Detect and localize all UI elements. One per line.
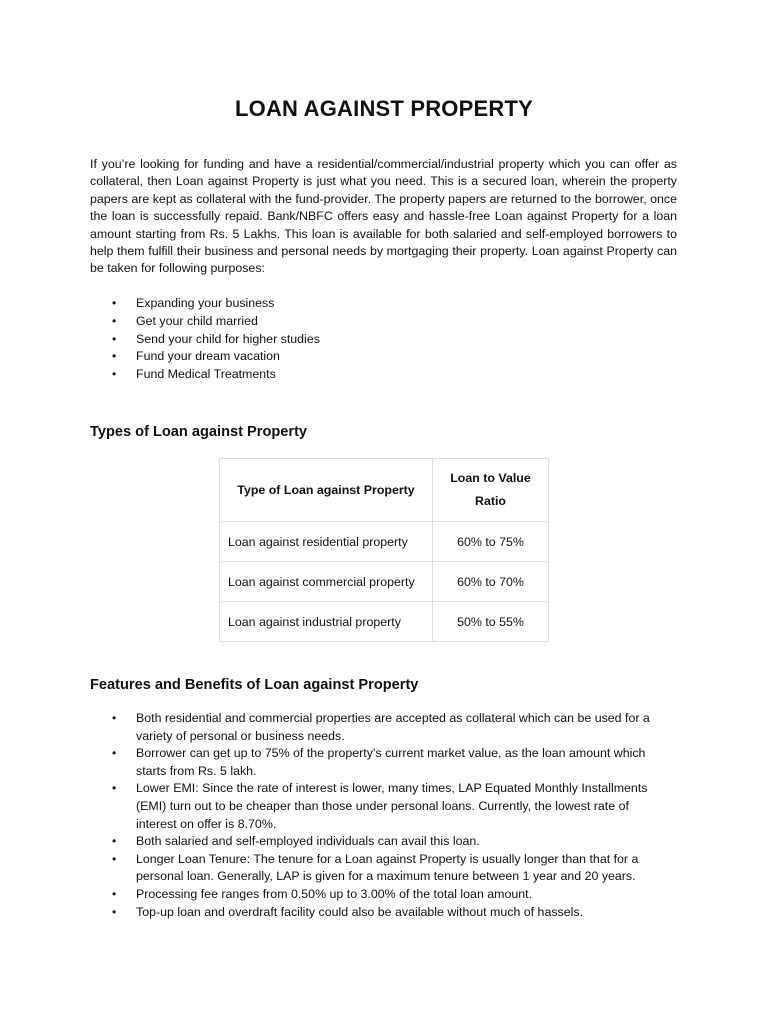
- table-cell: 60% to 70%: [433, 562, 549, 602]
- list-item: • Get your child married: [112, 313, 672, 331]
- list-item: • Both residential and commercial properties are accepted as collateral which can be used for a variety of personal or business needs.: [112, 710, 672, 745]
- table-cell: 60% to 75%: [433, 522, 549, 562]
- table-row: [220, 602, 549, 642]
- table-header-row: [220, 459, 549, 522]
- list-item: • Processing fee ranges from 0.50% up to 3.00% of the total loan amount.: [112, 886, 672, 904]
- table-cell: Loan against industrial property: [220, 602, 433, 642]
- page-title: LOAN AGAINST PROPERTY: [235, 96, 533, 121]
- list-item: • Longer Loan Tenure: The tenure for a Loan against Property is usually longer than that for a personal loan. Generally, LAP is given for a maximum tenure between 1 year and 20 years.: [112, 851, 672, 886]
- table-cell: Loan against residential property: [220, 522, 433, 562]
- column-header: Loan to Value Ratio: [433, 459, 549, 522]
- features-list: [112, 710, 672, 921]
- purposes-list: [112, 295, 672, 384]
- list-item: • Expanding your business: [112, 295, 672, 313]
- list-item: • Send your child for higher studies: [112, 331, 672, 349]
- column-header: Type of Loan against Property: [220, 459, 433, 522]
- table-cell: Loan against commercial property: [220, 562, 433, 602]
- list-item: • Top-up loan and overdraft facility could also be available without much of hassels.: [112, 904, 672, 922]
- list-item: • Lower EMI: Since the rate of interest is lower, many times, LAP Equated Monthly Installments (EMI) turn out to be cheaper than those under personal loans. Currently, the lowest rate of interest on offer is 8.70%.: [112, 780, 672, 833]
- features-heading: Features and Benefits of Loan against Property: [90, 677, 419, 693]
- list-item: • Fund Medical Treatments: [112, 366, 672, 384]
- table-row: [220, 522, 549, 562]
- table-row: [220, 562, 549, 602]
- list-item: • Borrower can get up to 75% of the property’s current market value, as the loan amount which starts from Rs. 5 lakh.: [112, 745, 672, 780]
- list-item: • Fund your dream vacation: [112, 348, 672, 366]
- intro-paragraph: If you’re looking for funding and have a residential/commercial/industrial property which you can offer as collateral, then Loan against Property is just what you need. This is a secured loan, wherein the property papers are kept as collateral with the fund-provider. The property papers are returned to the borrower, once the loan is successfully repaid. Bank/NBFC offers easy and hassle-free Loan against Property for a loan amount starting from Rs. 5 Lakhs. This loan is available for both salaried and self-employed borrowers to help them fulfill their business and personal needs by mortgaging their property. Loan against Property can be taken for following purposes:: [90, 157, 677, 276]
- table-cell: 50% to 55%: [433, 602, 549, 642]
- types-heading: Types of Loan against Property: [90, 424, 308, 440]
- loan-types-table: [219, 458, 549, 642]
- list-item: • Both salaried and self-employed individuals can avail this loan.: [112, 833, 672, 851]
